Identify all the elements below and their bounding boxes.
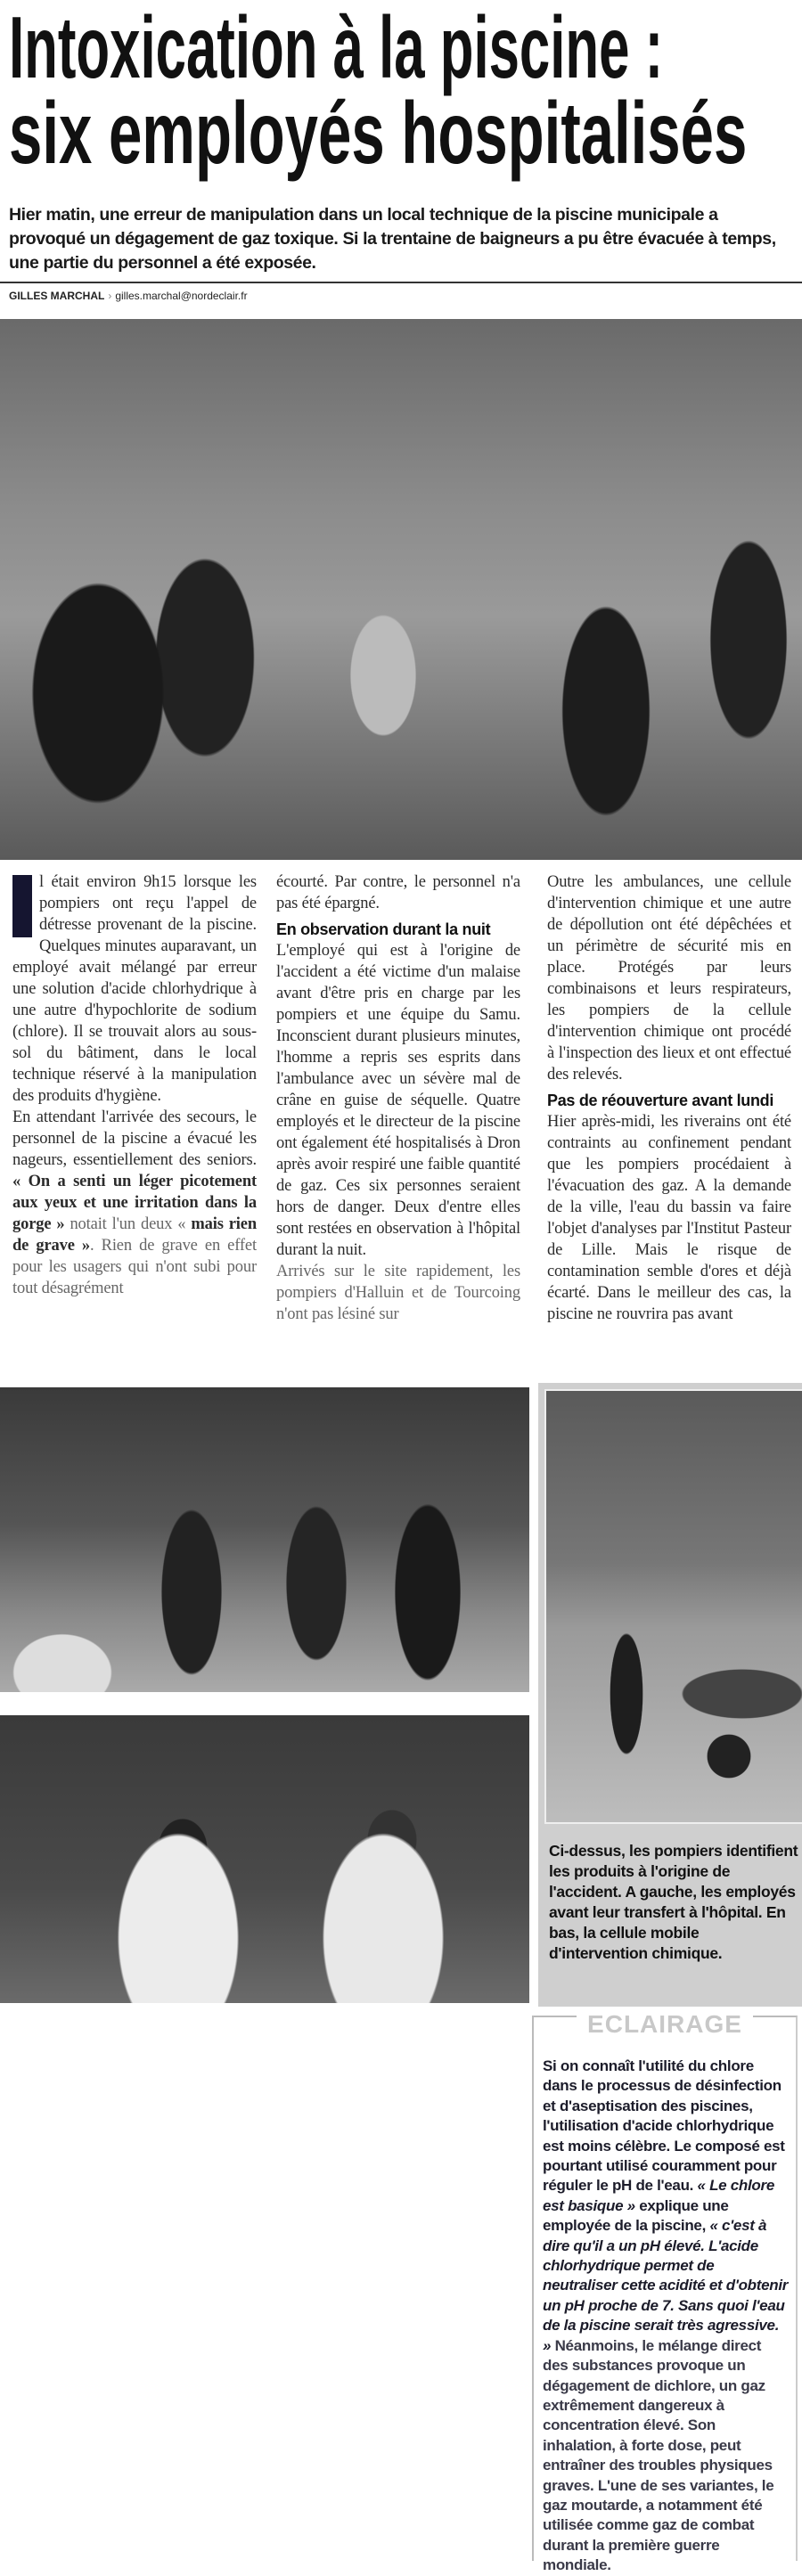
article-paragraph: l était environ 9h15 lorsque les pompiers ont reçu l'appel de détresse provenant de la piscine. Quelques minutes auparavant, un employé avait mélangé par erreur une solution d'acide chlorhydrique à une autre d'hypochlorite de sodium (chlore). Il se trouvait alors au sous-sol du bâtiment, dans le local technique réservé à la manipulation des produits d'hygiène. xyxy=(12,873,257,1105)
photo-firefighters-identify-products xyxy=(544,1389,802,1824)
photo-chemical-intervention-unit xyxy=(0,1715,529,2003)
photo-employees-before-transfer xyxy=(0,1387,529,1692)
sidebar-title xyxy=(534,2010,796,2039)
text-run: explique une employée de la piscine, xyxy=(543,2196,729,2235)
sidebar-body xyxy=(543,2057,789,2576)
byline xyxy=(9,290,248,302)
sidebar-eclairage xyxy=(532,2010,798,2574)
text-run: Si on connaît l'utilité du chlore dans le processus de désinfection et d'aseptisation des piscines, l'utilisation d'acide chlorhydrique est moins célèbre. Le composé est pourtant utilisé couramment pour réguler le pH de l'eau. xyxy=(543,2057,785,2195)
article-paragraph xyxy=(12,1107,257,1299)
article-column-1 xyxy=(12,871,257,1299)
quote: « Le chlore est basique » xyxy=(543,2177,774,2214)
text-run: notait l'un deux « xyxy=(64,1215,192,1233)
text-run: . Rien de grave en effet pour les usagers qui n'ont subi pour tout désagrément xyxy=(12,1237,257,1297)
article-column-3 xyxy=(547,871,791,1325)
headline-line-2: six employés hospitalisés xyxy=(9,84,748,182)
text-run: En attendant l'arrivée des secours, le personnel de la piscine a évacué les nageurs, essentiellement des seniors. xyxy=(12,1108,257,1169)
quote: « On a senti un léger picotement aux yeux et une irritation dans la gorge » xyxy=(12,1173,257,1233)
headline-line-1: Intoxication à la piscine : xyxy=(9,0,664,96)
article-paragraph: Hier après-midi, les riverains ont été contraints au confinement pendant que les pompiers procédaient à l'évacuation des gaz. A la demande de la ville, l'eau du bassin va faire l'objet d'analyses par l'Institut Pasteur de Lille. Mais le risque de contamination semble d'ores et déjà écarté. Dans le meilleur des cas, la piscine ne rouvrira pas avant xyxy=(547,1113,791,1323)
article-paragraph: écourté. Par contre, le personnel n'a pas été épargné. xyxy=(276,873,520,912)
divider xyxy=(0,282,802,283)
article-paragraph: L'employé qui est à l'origine de l'accident a été victime d'un malaise avant d'être pris en charge par les pompiers et une équipe du Samu. Inconscient durant plusieurs minutes, l'homme a repris ses esprits dans l'ambulance avec un sévère mal de crâne en guise de séquelle. Quatre employés et le directeur de la piscine ont également été hospitalisés à Dron après avoir respiré une faible quantité de gaz. Ces six personnes seraient hors de danger. Deux d'entre elles sont restées en observation à l'hôpital durant la nuit. xyxy=(276,942,520,1259)
photo-firefighters-and-employees xyxy=(0,319,802,860)
drop-cap-i xyxy=(12,875,32,937)
byline-separator-icon: › xyxy=(108,290,112,302)
article-column-2 xyxy=(276,871,520,1325)
sidebar-title-text: ECLAIRAGE xyxy=(577,2010,753,2038)
subheading: En observation durant la nuit xyxy=(276,920,491,938)
article-paragraph: Arrivés sur le site rapidement, les pompiers d'Halluin et de Tourcoing n'ont pas lésiné sur xyxy=(276,1263,520,1323)
subheading: Pas de réouverture avant lundi xyxy=(547,1092,774,1109)
lede-paragraph: Hier matin, une erreur de manipulation dans un local technique de la piscine municipale a provoqué un dégagement de gaz toxique. Si la trentaine de baigneurs a pu être évacuée à temps, une partie du personnel a été exposée. xyxy=(9,205,776,273)
author-name: GILLES MARCHAL xyxy=(9,290,105,302)
author-email[interactable]: gilles.marchal@nordeclair.fr xyxy=(115,290,248,302)
quote: « c'est à dire qu'il a un pH élevé. L'acide chlorhydrique permet de neutraliser cette acidité et d'obtenir un pH proche de 7. Sans quoi l'eau de la piscine serait très agressive. » xyxy=(543,2217,789,2354)
quote: mais rien de grave » xyxy=(12,1215,257,1255)
article-paragraph: Outre les ambulances, une cellule d'intervention chimique et une autre de dépollution ont été dépêchées et un périmètre de sécurité mis en place. Protégés par leurs combinaisons et leurs respirateurs, les pompiers de la cellule d'intervention chimique ont procédé à l'inspection des lieux et ont effectué des relevés. xyxy=(547,873,791,1084)
photo-caption: Ci-dessus, les pompiers identifient les produits à l'origine de l'accident. A gauche, les employés avant leur transfert à l'hôpital. En bas, la cellule mobile d'intervention chimique. xyxy=(549,1842,798,1962)
text-run: Néanmoins, le mélange direct des substances provoque un dégagement de dichlore, un gaz extrêmement dangereux à concentration élevé. Son inhalation, à forte dose, peut entraîner des troubles physiques graves. L'une de ses variantes, le gaz moutarde, a notamment été utilisée comme gaz de combat durant la première guerre mondiale. xyxy=(543,2336,774,2574)
